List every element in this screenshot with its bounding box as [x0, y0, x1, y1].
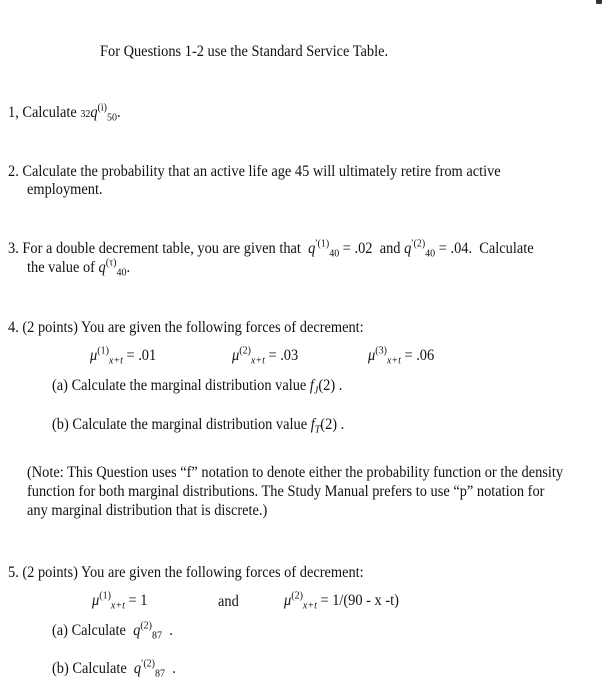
q3-term2-symbol: q: [404, 240, 412, 258]
q3-term3-superscript: (τ): [105, 256, 117, 269]
note-line-3: any marginal distribution that is discrete.): [27, 502, 268, 520]
q3-intro: 3. For a double decrement table, you are given that: [8, 240, 301, 258]
q4-a-text: (a) Calculate the marginal distribution value: [52, 377, 307, 395]
q4-a-function-subscript: J: [313, 384, 319, 397]
question-5-line-1: 5. (2 points) You are given the following forces of decrement:: [8, 564, 364, 582]
q4-f3-subscript: x+t: [386, 354, 401, 367]
q3-term2-value: = .04.: [438, 240, 473, 258]
question-4-line-1: 4. (2 points) You are given the following forces of decrement:: [8, 319, 364, 337]
q5-f2-superscript: (2): [291, 589, 303, 602]
q3-line2-text: the value of: [27, 259, 95, 277]
q5-and: and: [218, 593, 239, 611]
q1-label: 1, Calculate: [8, 104, 77, 122]
q1-symbol: q: [90, 104, 98, 122]
q5-f1-subscript: x+t: [110, 599, 125, 612]
q3-term3-symbol: q: [98, 259, 106, 277]
q4-force-2: [232, 346, 298, 365]
q5-b-superscript: ′(2): [141, 657, 155, 670]
q4-f3-value: = .06: [404, 347, 435, 365]
question-3-line-1: [8, 239, 534, 258]
q3-term1-symbol: q: [308, 240, 316, 258]
question-1: [8, 103, 121, 125]
corner-mark: [596, 0, 602, 4]
q5-b-subscript: 87: [154, 667, 165, 680]
q5-f1-symbol: μ: [92, 592, 100, 610]
note-line-1: (Note: This Question uses “f” notation to denote either the probability function or the density: [27, 464, 564, 482]
question-2-line-2: employment.: [27, 181, 103, 199]
q5-b-end: .: [172, 660, 176, 678]
q4-part-a: [52, 376, 342, 395]
q3-term3-subscript: 40: [116, 266, 127, 279]
q4-f2-value: = .03: [268, 347, 299, 365]
q5-b-label: (b) Calculate: [52, 660, 127, 678]
q5-part-a: [52, 621, 173, 640]
q3-term2-subscript: 40: [425, 247, 436, 260]
q5-a-symbol: q: [133, 622, 141, 640]
q4-b-text: (b) Calculate the marginal distribution value: [52, 416, 308, 434]
q4-f1-value: = .01: [126, 347, 157, 365]
q5-f2-subscript: x+t: [302, 599, 317, 612]
q1-subscript: 50: [107, 111, 117, 124]
q5-b-symbol: q: [133, 660, 142, 678]
q4-f1-superscript: (1): [97, 344, 109, 357]
q4-force-1: [90, 346, 156, 365]
q4-f2-symbol: μ: [232, 347, 240, 365]
q4-f2-superscript: (2): [239, 344, 251, 357]
q5-a-subscript: 87: [152, 629, 162, 642]
q4-b-function-subscript: T: [314, 423, 321, 436]
q5-f1-superscript: (1): [99, 589, 111, 602]
q5-a-end: .: [169, 622, 173, 640]
note-line-2: function for both marginal distributions. The Study Manual prefers to use “p” notation for: [27, 483, 545, 501]
q3-term1-superscript: ′(1): [315, 237, 330, 250]
q3-term3-end: .: [126, 259, 131, 277]
q5-f1-value: = 1: [128, 592, 148, 610]
q5-force-2: [284, 591, 399, 610]
q5-a-superscript: (2): [140, 619, 152, 632]
instructions-header: For Questions 1-2 use the Standard Service Table.: [100, 43, 389, 61]
q5-force-1: [92, 591, 147, 610]
q4-part-b: [52, 415, 344, 434]
q4-f1-symbol: μ: [90, 347, 98, 365]
q4-f3-superscript: (3): [375, 344, 387, 357]
q5-f2-value: = 1/(90 - x -t): [320, 592, 399, 610]
q1-prefix: 32: [80, 108, 91, 121]
q4-a-argument: (2) .: [318, 377, 343, 395]
question-2-line-1: 2. Calculate the probability that an active life age 45 will ultimately retire from active: [8, 163, 501, 181]
q4-b-function: f: [310, 416, 315, 434]
q1-end: .: [117, 104, 121, 122]
q3-term2-superscript: ′(2): [411, 237, 426, 250]
q3-and: and: [379, 240, 401, 258]
q3-term1-value: = .02: [342, 240, 373, 258]
q4-b-argument: (2) .: [320, 416, 345, 434]
question-3-line-2: [27, 258, 130, 277]
q3-calculate: Calculate: [479, 240, 534, 258]
q5-a-label: (a) Calculate: [52, 622, 126, 640]
q4-f2-subscript: x+t: [250, 354, 265, 367]
q5-f2-symbol: μ: [284, 592, 292, 610]
q5-part-b: [52, 659, 176, 678]
q4-f3-symbol: μ: [368, 347, 376, 365]
q3-term1-subscript: 40: [329, 247, 340, 260]
q4-force-3: [368, 346, 434, 365]
q4-f1-subscript: x+t: [108, 354, 123, 367]
q4-a-function: f: [309, 377, 314, 395]
q1-superscript: (i): [97, 101, 107, 114]
